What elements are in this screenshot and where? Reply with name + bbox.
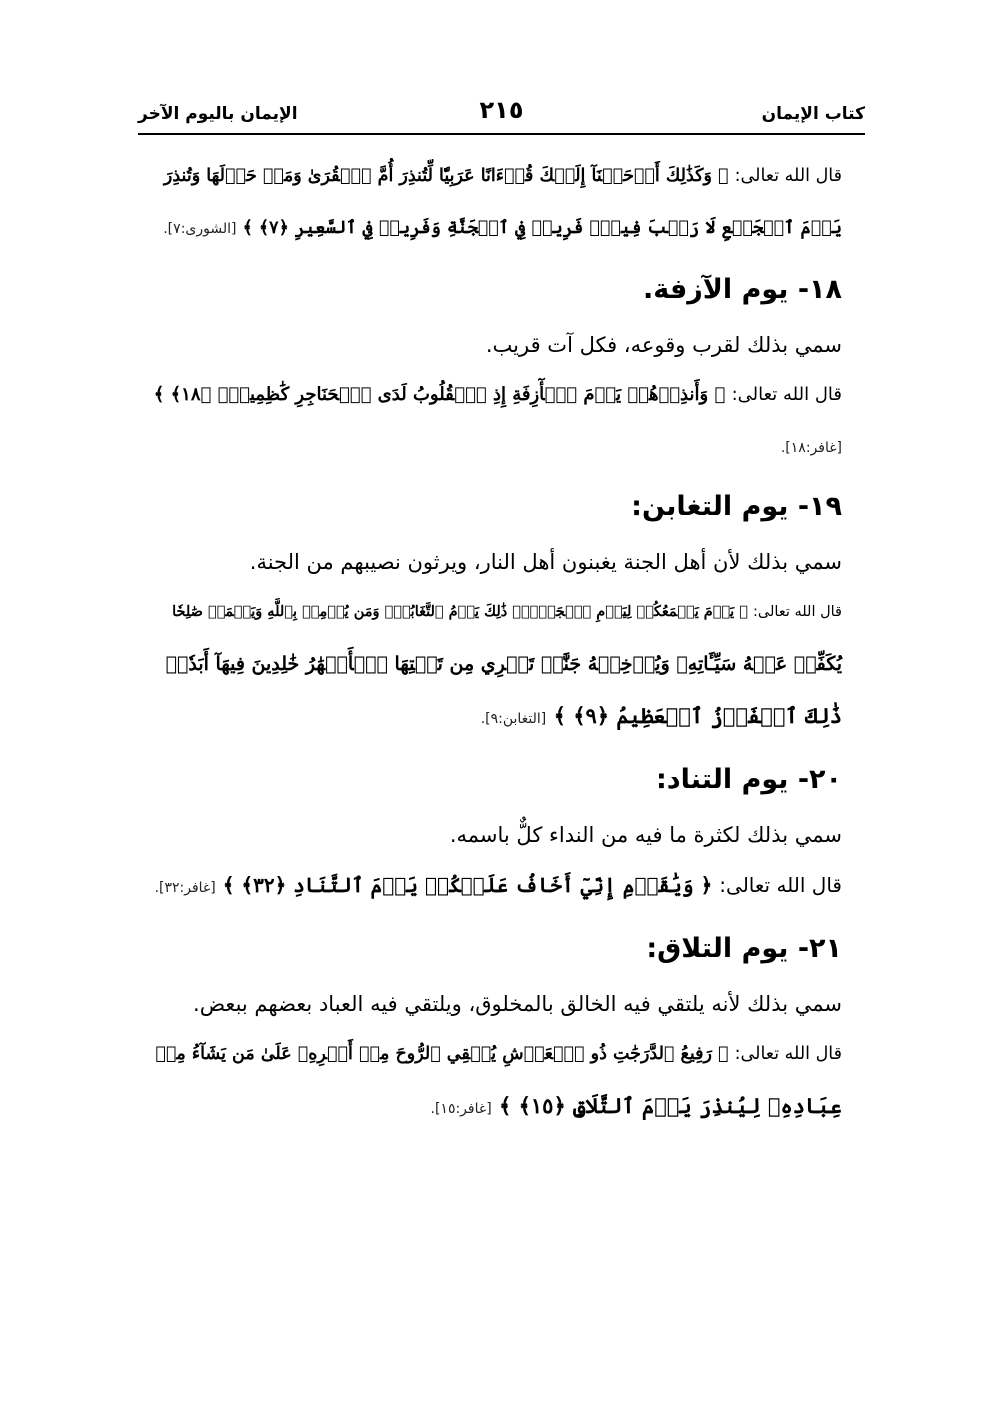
verse-reference: [غافر:١٨]. [780, 440, 842, 456]
quote-intro: قال الله تعالى: [719, 873, 842, 897]
page-number: ٢١٥ [479, 96, 524, 124]
section-heading: ١٨- يوم الآزفة. [642, 274, 842, 305]
book-title: كتاب الإيمان [761, 104, 865, 124]
quran-verse-text: ﴿ رَفِيعُ ٱلدَّرَجَٰتِ ذُو ٱلۡعَرۡشِ يُلۡقِي ٱلرُّوحَ مِنۡ أَمۡرِهِۦ عَلَىٰ مَن يَشَآءُ مِنۡ [155, 1044, 729, 1064]
quote-line [152, 586, 842, 638]
quote-intro: قال الله تعالى: [731, 384, 842, 405]
quran-verse-text: ﴿ يَوۡمَ يَجۡمَعُكُمۡ لِيَوۡمِ ٱلۡجَمۡعِۖ ذَٰلِكَ يَوۡمُ ٱلتَّغَابُنِۗ وَمَن يُؤۡمِنۢ بِٱللَّهِ وَيَعۡمَلۡ صَٰلِحٗا [172, 603, 748, 620]
quote-line [152, 1028, 842, 1080]
explanation-text: سمي بذلك لكثرة ما فيه من النداء كلٌّ باسمه. [449, 823, 842, 847]
quote-line [152, 202, 842, 255]
reference-line [152, 421, 842, 472]
quote-line [152, 1080, 842, 1135]
quote-line [152, 150, 842, 202]
quote-line [152, 690, 842, 745]
quran-verse-text: يَوۡمَ ٱلۡجَمۡعِ لَا رَيۡبَ فِيهِۚ فَرِيقٞ فِي ٱلۡجَنَّةِ وَفَرِيقٞ فِي ٱلسَّعِيرِ ﴿٧﴾ ﴾ [242, 218, 842, 238]
quote-intro: قال الله تعالى: [734, 1044, 842, 1064]
quote-intro: قال الله تعالى: [753, 604, 842, 620]
quran-verse-text: ﴿ وَأَنذِرۡهُمۡ يَوۡمَ ٱلۡأٓزِفَةِ إِذِ ٱلۡقُلُوبُ لَدَى ٱلۡحَنَاجِرِ كَٰظِمِينَۚ ﴿١٨﴾ ﴾ [153, 384, 726, 405]
section-heading: ١٩- يوم التغابن: [631, 491, 842, 522]
quote-line [152, 638, 842, 690]
explanation-text: سمي بذلك لقرب وقوعه، فكل آت قريب. [485, 333, 842, 357]
page-header [138, 96, 865, 130]
section-heading: ٢١- يوم التلاق: [646, 933, 842, 964]
section-heading: ٢٠- يوم التناد: [655, 764, 842, 795]
explanation-text: سمي بذلك لأنه يلتقي فيه الخالق بالمخلوق، ويلتقي فيه العباد بعضهم ببعض. [193, 992, 842, 1016]
quote-line [152, 369, 842, 421]
explanation-text: سمي بذلك لأن أهل الجنة يغبنون أهل النار، ويرثون نصيبهم من الجنة. [249, 550, 842, 574]
quran-verse-text: ذَٰلِكَ ٱلۡفَوۡزُ ٱلۡعَظِيمُ ﴿٩﴾ ﴾ [553, 703, 842, 728]
verse-reference: [غافر:١٥]. [430, 1101, 492, 1117]
header-rule [138, 133, 865, 135]
quran-verse-text: ﴿ وَيَٰقَوۡمِ إِنِّيٓ أَخَافُ عَلَيۡكُمۡ يَوۡمَ ٱلتَّنَادِ ﴿٣٢﴾ ﴾ [222, 873, 713, 897]
verse-reference: [التغابن:٩]. [480, 711, 547, 727]
page-body [152, 150, 842, 1135]
quote-line [152, 859, 842, 914]
verse-reference: [الشورى:٧]. [163, 221, 237, 237]
quran-verse-text: يُكَفِّرۡ عَنۡهُ سَيِّـَٔاتِهِۦ وَيُدۡخِلۡهُ جَنَّٰتٖ تَجۡرِي مِن تَحۡتِهَا ٱلۡأَنۡهَٰرُ خَٰلِدِينَ فِيهَآ أَبَدٗاۚ [165, 653, 842, 675]
quote-intro: قال الله تعالى: [734, 166, 842, 186]
quran-verse-text: ﴿ وَكَذَٰلِكَ أَوۡحَيۡنَآ إِلَيۡكَ قُرۡءَانًا عَرَبِيّٗا لِّتُنذِرَ أُمَّ ٱلۡقُرَىٰ وَمَنۡ حَوۡلَهَا وَتُنذِرَ [163, 166, 729, 186]
quran-verse-text: عِبَادِهِۦ لِيُنذِرَ يَوۡمَ ٱلتَّلَاقِ ﴿١٥﴾ ﴾ [498, 1093, 842, 1118]
verse-reference: [غافر:٣٢]. [154, 880, 216, 896]
chapter-title: الإيمان باليوم الآخر [138, 104, 298, 124]
